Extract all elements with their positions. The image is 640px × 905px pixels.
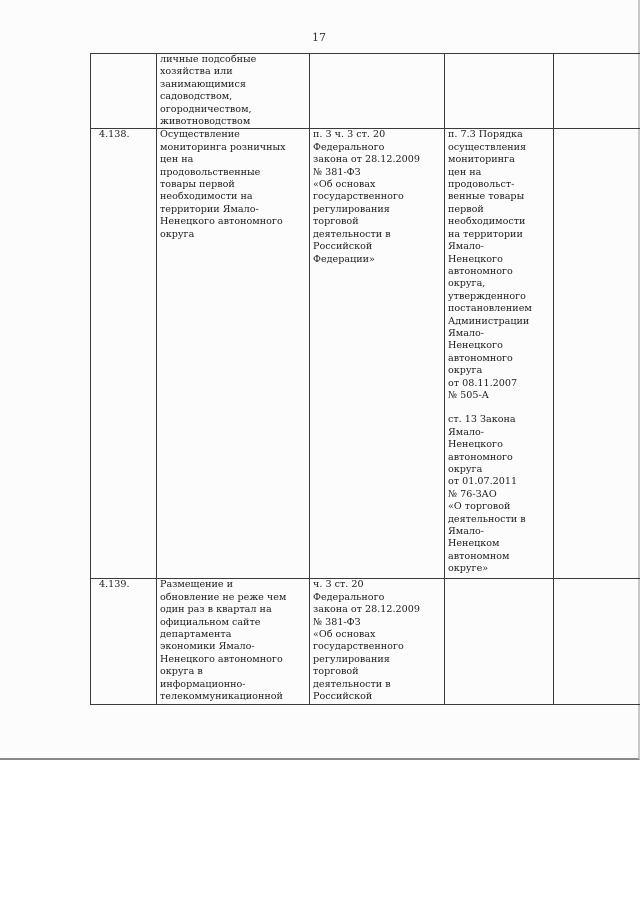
table-row [91, 579, 640, 705]
activity-cell: Размещение и обновление не реже чем один раз в квартал на официальном сайте департамента экономики Ямало- Ненецкого автономного округа в информационно- телекоммуникационной [157, 579, 310, 705]
row-number-cell: 4.138. [91, 129, 157, 579]
activity-cell: личные подсобные хозяйства или занимающимися садоводством, огородничеством, животноводством [157, 54, 310, 129]
page-number: 17 [312, 31, 326, 44]
empty-cell [554, 579, 640, 705]
federal-basis-cell [310, 54, 445, 129]
regional-basis-cell [445, 54, 554, 129]
empty-cell [554, 54, 640, 129]
table-row [91, 129, 640, 579]
empty-cell [554, 129, 640, 579]
activity-cell: Осуществление мониторинга розничных цен на продовольственные товары первой необходимости на территории Ямало- Ненецкого автономного округа [157, 129, 310, 579]
regional-basis-cell: п. 7.3 Порядка осуществления мониторинга цен на продовольст- венные товары первой необходимости на территории Ямало- Ненецкого автономного округа, утвержденного постановлением Администрации Ямало- Ненецкого автономного округа от 08.11.2007 № 505-А ст. 13 Закона Ямало- Ненецкого автономного округа от 01.07.2011 № 76-ЗАО «О торговой деятельности в Ямало- Ненецком автономном округе» [445, 129, 554, 579]
regional-basis-cell [445, 579, 554, 705]
row-number-cell: 4.139. [91, 579, 157, 705]
row-number-cell [91, 54, 157, 129]
federal-basis-cell: ч. 3 ст. 20 Федерального закона от 28.12.2009 № 381-ФЗ «Об основах государственного регулирования торговой деятельности в Российской [310, 579, 445, 705]
regulation-table [90, 53, 640, 705]
federal-basis-cell: п. 3 ч. 3 ст. 20 Федерального закона от 28.12.2009 № 381-ФЗ «Об основах государственного регулирования торговой деятельности в Российской Федерации» [310, 129, 445, 579]
table-row [91, 54, 640, 129]
